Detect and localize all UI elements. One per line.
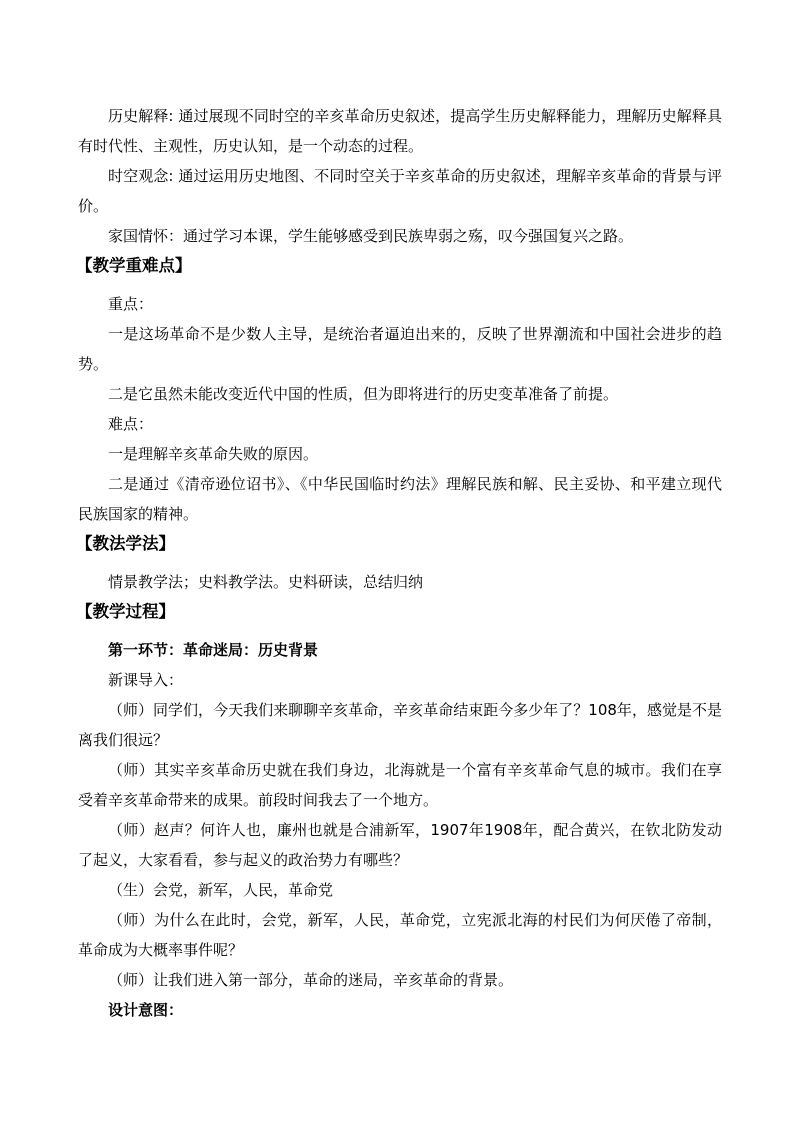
paragraph-teacher-zhaosheng: （师）赵声？何许人也，廉州也就是合浦新军，1907年1908年，配合黄兴，在钦北防发动了起义，大家看看，参与起义的政治势力有哪些？ xyxy=(78,821,722,869)
paragraph-key-points-label: 重点： xyxy=(108,295,154,313)
paragraph-teacher-beihai: （师）其实辛亥革命历史就在我们身边，北海就是一个富有辛亥革命气息的城市。我们在享受着辛亥革命带来的成果。前段时间我去了一个地方。 xyxy=(78,761,722,809)
paragraph-design-intent: 设计意图： xyxy=(108,1001,184,1019)
paragraph-spatiotemporal-concept: 时空观念: 通过运用历史地图、不同时空关于辛亥革命的历史叙述，理解辛亥革命的背景与评价。 xyxy=(78,167,722,215)
paragraph-patriotic-sentiment: 家国情怀：通过学习本课，学生能够感受到民族卑弱之殇，叹今强国复兴之路。 xyxy=(108,227,634,245)
heading-key-difficult-points: 【教学重难点】 xyxy=(76,256,192,275)
paragraph-teacher-why: （师）为什么在此时，会党，新军，人民，革命党，立宪派北海的村民们为何厌倦了帝制，革命成为大概率事件呢？ xyxy=(78,911,722,959)
heading-teaching-process: 【教学过程】 xyxy=(76,602,175,621)
paragraph-student-answer: （生）会党，新军，人民，革命党 xyxy=(108,881,334,899)
paragraph-difficult-point-one: 一是理解辛亥革命失败的原因。 xyxy=(108,445,319,463)
paragraph-key-point-one: 一是这场革命不是少数人主导，是统治者逼迫出来的，反映了世界潮流和中国社会进步的趋势。 xyxy=(78,325,722,373)
paragraph-section-one-title: 第一环节：革命迷局：历史背景 xyxy=(108,641,319,659)
paragraph-difficult-point-two: 二是通过《清帝逊位诏书》、《中华民国临时约法》理解民族和解、民主妥协、和平建立现代民族国家的精神。 xyxy=(78,475,722,523)
paragraph-teaching-methods: 情景教学法；史料教学法。史料研读，总结归纳 xyxy=(108,573,424,591)
document-body xyxy=(78,101,722,1025)
paragraph-difficult-points-label: 难点： xyxy=(108,415,154,433)
paragraph-key-point-two: 二是它虽然未能改变近代中国的性质，但为即将进行的历史变革准备了前提。 xyxy=(108,385,619,403)
paragraph-teacher-part-one: （师）让我们进入第一部分，革命的迷局，辛亥革命的背景。 xyxy=(108,971,514,989)
heading-teaching-methods: 【教法学法】 xyxy=(76,534,175,553)
paragraph-historical-interpretation: 历史解释: 通过展现不同时空的辛亥革命历史叙述，提高学生历史解释能力，理解历史解释具有时代性、主观性，历史认知，是一个动态的过程。 xyxy=(78,107,722,155)
paragraph-lesson-intro: 新课导入： xyxy=(108,671,184,689)
paragraph-teacher-question-one: （师）同学们，今天我们来聊聊辛亥革命，辛亥革命结束距今多少年了？108年，感觉是不是离我们很远？ xyxy=(78,701,722,749)
